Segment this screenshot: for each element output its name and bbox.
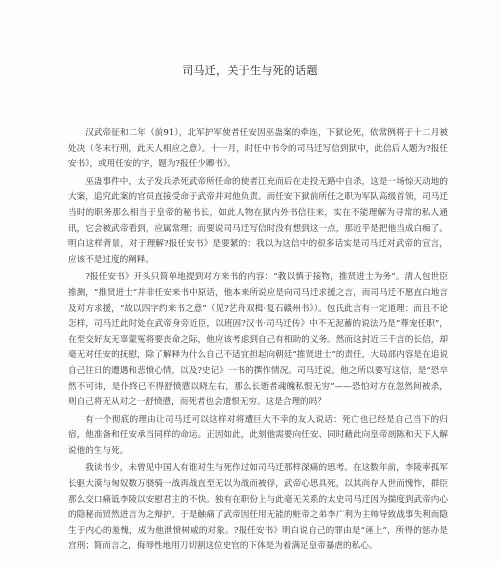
paragraph: 有一个彻底的理由让司马迁可以这样对将遭巨大不幸的友人说话：死亡也已经是自己当下的归宿，他准备和任安承当同样的命运。正因如此，此刻他需要向任安、同时藉此向皇帝剖陈和天下人解说他的生与死。 bbox=[68, 414, 448, 456]
paragraph: 汉武帝征和二年（前91），北军护军使者任安因巫蛊案的牵连，下狱论死，依常例将于十二月被处决（冬末行刑，此天人相应之意）。十一月，时任中书令的司马迁写信到狱中，此信后人题为?报任安书》，或用任安的字，题为?报任少卿书》。 bbox=[68, 128, 448, 170]
paragraph: 我读书少，未曾见中国人有谁对生与死作过如司马迁那样深痛的思考。在这数年前，李陵率孤军长驱大漠与匈奴数万骁骑一战再战直至无以为战而被俘，武帝心思具死，以其尚存人世而愧怍，群臣那么交口痛诋李陵以安慰君主的不快。独有在职份上与此毫无关系的太史司马迁因为揣度到武帝内心的隐秘而贸然进言为之辩护，于是触痛了武帝因任用无能的赃帝之弟李广利为主帅导致战事失利而隐生于内心的羞愧，成为他泄愤树威的对象。?报任安书》明白说自己的罪由是“诬上”，所得的惩办是宫刑；简而言之，侮辱性地用刀切割这位史官的下体是为着满足皇帝暴虐的私心。 bbox=[68, 463, 448, 552]
paragraph: ?报任安书》开头只简单地提到对方来书的内容：“教以慎于接物，推贤进士为务”。清人包世臣推测，“推贤进士”并非任安来书中原话，他本来所说应是向司马迁求援之言，而司马迁不愿直白地言及对方求援，“故以四字约来书之意”（见?艺舟双楫·复石赣州书》）。包氏此言有一定道理：而且不论怎样，司马迁此时处在武帝身旁近臣，以班固?汉书·司马迁传》中不无泥蓄的说法乃是“尊宠任职”，在至交好友无辜蒙冤将要丧命之际，他应该考虑到自己有相助的义务。然而这封近三千言的长信，却毫无对任安的抚慰，除了解释为什么自己不适宜担起向朝廷“推贤进士”的责任，大局部内容是在追说自己往日的遭遇和悲愤心情，以及?史记》一书的撰作情况。司马迁说，他之所以要写这信，是“恐卒然不可讳，是仆终已不得舒愤懑以晓左右，那么长逝者魂魄私恨无穷”——恐怕对方在忽然间被杀，则自己将无从对之一舒愤懑，而死者也会遗恨无穷。这是合理的吗？ bbox=[68, 272, 448, 408]
document-title: 司马迁，关于生与死的话题 bbox=[182, 64, 318, 77]
document-body bbox=[68, 126, 448, 557]
paragraph: 巫蛊事件中，太子发兵杀死武帝所任命的使者江充而后在走投无路中自杀，这是一场惊天动地的大案，追究此案的官员直接受命于武帝并对他负责。而任安下狱前所任之职为军队高级首领，司马迁当时的职务那么相当于皇帝的秘书长，如此人物在狱内外书信往来，实在不能理解为寻常的私人通讯，它会被武帝看到，应属常理；而要说司马迁写信时没有想到这一点，那近乎是把他当成白痴了。明白这样背景，对于理解?报任安书》是要紧的：我以为这信中的很多话实是司马迁对武帝的宣言，应该不是过度的阐释。 bbox=[68, 176, 448, 265]
